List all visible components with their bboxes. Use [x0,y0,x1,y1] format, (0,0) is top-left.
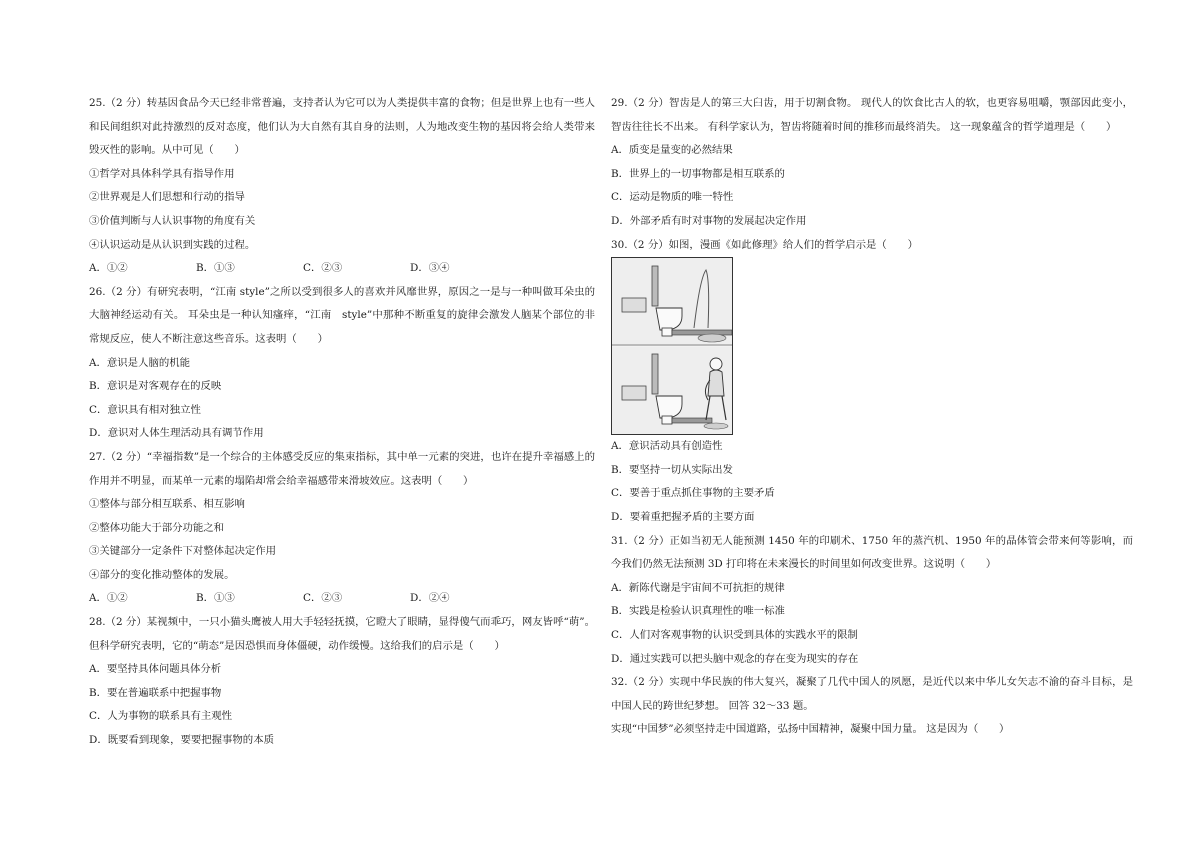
statement-item: ③价值判断与人认识事物的角度有关 [89,214,256,227]
cartoon-plumbing-figure [611,257,733,435]
question-stem: 29.（2 分）智齿是人的第三大臼齿，用于切割食物。 现代人的饮食比古人的软，也更容易咀嚼，颚部因此变小，智齿往往长不出来。 有科学家认为，智齿将随着时间的推移而最终消失。 这一现象蕴含的哲学道理是（ ） [611,97,1133,133]
question-stem: 26.（2 分）有研究表明，“江南 style”之所以受到很多人的喜欢并风靡世界，原因之一是与一种叫做耳朵虫的大脑神经运动有关。 耳朵虫是一种认知瘙痒，“江南 style”中那种不断重复的旋律会激发人脑某个部位的非常规反应，使人不断注意这些音乐。这表明（ ） [89,285,595,345]
statement-item: ①整体与部分相互联系、相互影响 [89,498,245,511]
option-a[interactable]: A．要坚持具体问题具体分析 [89,663,222,676]
statement-item: ①哲学对具体科学具有指导作用 [89,167,235,180]
option-d[interactable]: D．外部矛盾有时对事物的发展起决定作用 [611,214,807,227]
option-c[interactable]: C．运动是物质的唯一特性 [611,191,734,204]
option-b[interactable]: B．要在普遍联系中把握事物 [89,686,222,699]
choice-a[interactable]: A．①② [89,592,128,605]
right-column [611,92,1133,742]
question-stem: 31.（2 分）正如当初无人能预测 1450 年的印刷术、1750 年的蒸汽机、1950 年的晶体管会带来何等影响，而今我们仍然无法预测 3D 打印将在未来漫长的时间里如何改变世界。这说明（ ） [611,534,1133,571]
statement-item: ④部分的变化推动整体的发展。 [89,568,235,581]
statement-item: ②整体功能大于部分功能之和 [89,521,225,534]
option-b[interactable]: B．要坚持一切从实际出发 [611,463,733,476]
option-a[interactable]: A．质变是量变的必然结果 [611,144,733,157]
choice-a[interactable]: A．①② [89,262,128,275]
question-stem: 28.（2 分）某视频中，一只小猫头鹰被人用大手轻轻抚摸，它瞪大了眼睛，显得傻气而乖巧，网友皆呼“萌”。但科学研究表明，它的“萌态”是因恐惧而身体僵硬，动作缓慢。这给我们的启示是（ ） [89,616,595,652]
choice-b[interactable]: B．①③ [196,262,235,275]
option-c[interactable]: C．人们对客观事物的认识受到具体的实践水平的限制 [611,628,858,641]
question-27 [89,446,595,611]
question-stem: 27.（2 分）“幸福指数”是一个综合的主体感受反应的集束指标，其中单一元素的突进，也许在提升幸福感上的作用并不明显，而某单一元素的塌陷却常会给幸福感带来滑坡效应。这表明（ ） [89,450,595,487]
choice-c[interactable]: C．②③ [303,592,343,605]
question-stem: 32.（2 分）实现中华民族的伟大复兴，凝聚了几代中国人的夙愿，是近代以来中华儿女矢志不渝的奋斗目标，是中国人民的跨世纪梦想。 回答 32～33 题。 [611,676,1133,712]
option-d[interactable]: D．要着重把握矛盾的主要方面 [611,510,755,523]
option-a[interactable]: A．意识活动具有创造性 [611,440,723,453]
option-a[interactable]: A．意识是人脑的机能 [89,356,191,369]
question-28 [89,611,595,753]
choice-row [89,587,595,611]
question-32 [611,671,1133,742]
option-c[interactable]: C．人为事物的联系具有主观性 [89,710,233,723]
question-29 [611,92,1133,234]
choice-d[interactable]: D．③④ [410,262,450,275]
option-c[interactable]: C．意识具有相对独立性 [89,403,201,416]
statement-item: ④认识运动是从认识到实践的过程。 [89,238,256,251]
option-b[interactable]: B．实践是检验认识真理性的唯一标准 [611,605,785,618]
question-25 [89,92,595,281]
question-stem: 30.（2 分）如图，漫画《如此修理》给人们的哲学启示是（ ） [611,238,918,251]
option-b[interactable]: B．意识是对客观存在的反映 [89,380,222,393]
question-30 [611,234,1133,530]
option-a[interactable]: A．新陈代谢是宇宙间不可抗拒的规律 [611,581,785,594]
left-column [89,92,595,753]
statement-item: ②世界观是人们思想和行动的指导 [89,191,245,204]
option-c[interactable]: C．要善于重点抓住事物的主要矛盾 [611,487,775,500]
question-sub-stem: 实现“中国梦”必须坚持走中国道路，弘扬中国精神，凝聚中国力量。 这是因为（ ） [611,723,1010,736]
question-26 [89,281,595,446]
statement-item: ③关键部分一定条件下对整体起决定作用 [89,545,277,558]
choice-row [89,257,595,281]
question-31 [611,530,1133,672]
option-d[interactable]: D．通过实践可以把头脑中观念的存在变为现实的存在 [611,652,859,665]
option-d[interactable]: D．意识对人体生理活动具有调节作用 [89,427,264,440]
option-d[interactable]: D．既要看到现象，要要把握事物的本质 [89,734,274,747]
choice-b[interactable]: B．①③ [196,592,235,605]
choice-c[interactable]: C．②③ [303,262,343,275]
choice-d[interactable]: D．②④ [410,592,450,605]
cartoon-illustration [612,258,732,434]
option-b[interactable]: B．世界上的一切事物都是相互联系的 [611,167,785,180]
question-stem: 25.（2 分）转基因食品今天已经非常普遍，支持者认为它可以为人类提供丰富的食物；但是世界上也有一些人和民间组织对此持激烈的反对态度，他们认为大自然有其自身的法则，人为地改变生物的基因将会给人类带来毁灭性的影响。从中可见（ ） [89,97,595,157]
